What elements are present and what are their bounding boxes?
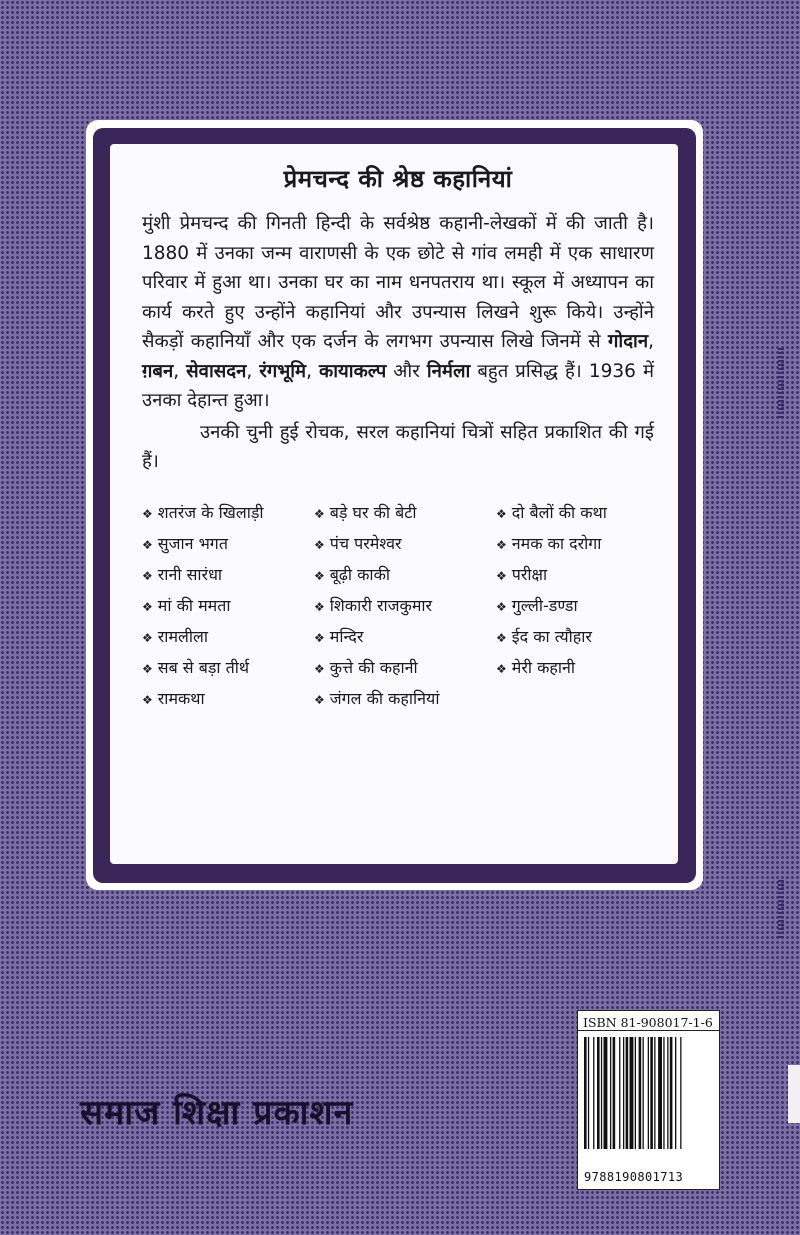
story-list-item (142, 563, 314, 588)
novel-title: रंगभूमि (259, 360, 307, 382)
barcode-bar (630, 1037, 634, 1149)
barcode-bar (619, 1037, 620, 1149)
barcode-bar (593, 1037, 594, 1149)
barcode-bar (584, 1037, 587, 1149)
barcode-bar (639, 1037, 642, 1149)
novel-title: कायाकल्प (319, 360, 387, 382)
description-panel (110, 144, 678, 864)
story-title: पंच परमेश्वर (329, 533, 402, 553)
story-title: मां की ममता (157, 595, 231, 615)
novel-title: गोदान (608, 331, 649, 352)
story-list-item (314, 532, 496, 557)
barcode-bar (648, 1037, 649, 1149)
story-list-item (142, 687, 314, 712)
story-list-item (314, 501, 496, 526)
story-title: शिकारी राजकुमार (329, 595, 433, 615)
bullet-icon: ❖ (496, 661, 507, 676)
barcode-bar (597, 1037, 600, 1149)
story-title: बूढ़ी काकी (329, 564, 391, 584)
story-title: बड़े घर की बेटी (329, 502, 417, 522)
conjunction: और (393, 360, 420, 382)
spine-mark (778, 348, 784, 418)
story-list-item (496, 501, 676, 526)
novel-title: निर्मला (426, 360, 471, 382)
bullet-icon: ❖ (314, 692, 325, 707)
isbn-barcode-box (577, 1010, 720, 1190)
story-list-item (314, 594, 496, 619)
bullet-icon: ❖ (142, 568, 153, 583)
story-list-item (142, 501, 314, 526)
story-title: रामलीला (157, 626, 209, 646)
story-title: मेरी कहानी (511, 657, 576, 677)
story-list (142, 501, 654, 712)
selection-note: उनकी चुनी हुई रोचक, सरल कहानियां चित्रों सहित प्रकाशित की गई हैं। (142, 421, 654, 472)
bullet-icon: ❖ (496, 630, 507, 645)
barcode-bar (643, 1037, 644, 1149)
story-list-item (496, 625, 676, 650)
story-list-item (496, 594, 676, 619)
barcode-bar (610, 1037, 611, 1149)
story-list-item (314, 625, 496, 650)
publisher-name: समाज शिक्षा प्रकाशन (80, 1093, 354, 1133)
book-title: प्रेमचन्द की श्रेष्ठ कहानियां (283, 165, 513, 193)
bullet-icon: ❖ (496, 599, 507, 614)
story-title: परीक्षा (511, 564, 548, 584)
story-list-item (496, 532, 676, 557)
isbn-label: ISBN 81-908017-1-6 (578, 1011, 719, 1031)
barcode-bar (613, 1037, 616, 1149)
intro-text-part2: बहुत प्रसिद्ध हैं। 1936 में उनका देहान्त हुआ। (142, 360, 655, 411)
story-title: सुजान भगत (157, 533, 228, 553)
barcode-bar (588, 1037, 589, 1149)
barcode-bar (658, 1037, 662, 1149)
barcode-bar (626, 1037, 629, 1149)
novel-title: ग़बन (142, 360, 174, 382)
barcode-bar (623, 1037, 624, 1149)
story-title: रानी सारंधा (157, 564, 223, 584)
bullet-icon: ❖ (496, 506, 507, 521)
story-title: दो बैलों की कथा (511, 502, 607, 522)
spine-mark (778, 880, 784, 940)
bullet-icon: ❖ (314, 661, 325, 676)
barcode-bars (584, 1037, 715, 1149)
bullet-icon: ❖ (142, 537, 153, 552)
story-list-item (496, 656, 676, 681)
story-list-item (142, 656, 314, 681)
story-list-item (142, 532, 314, 557)
story-list-item (142, 625, 314, 650)
barcode-bar (654, 1037, 655, 1149)
bullet-icon: ❖ (142, 506, 153, 521)
story-title: रामकथा (157, 688, 205, 708)
barcode-digits: 9788190801713 (584, 1170, 684, 1184)
novel-title: सेवासदन (186, 360, 247, 382)
bullet-icon: ❖ (496, 568, 507, 583)
bullet-icon: ❖ (142, 599, 153, 614)
barcode-bar (635, 1037, 636, 1149)
barcode-bar (604, 1037, 608, 1149)
barcode (584, 1037, 715, 1153)
story-title: कुत्ते की कहानी (329, 657, 418, 677)
story-title: ईद का त्यौहार (511, 626, 592, 646)
story-list-item (314, 687, 496, 712)
bullet-icon: ❖ (314, 599, 325, 614)
edge-tab (788, 1065, 800, 1123)
bullet-icon: ❖ (142, 630, 153, 645)
bullet-icon: ❖ (314, 506, 325, 521)
story-list-item (314, 656, 496, 681)
author-intro: मुंशी प्रेमचन्द की गिनती हिन्दी के सर्वश्रेष्ठ कहानी-लेखकों में की जाती है। 1880 में उनका जन्म वाराणसी के एक छोटे से गांव लमही में एक साधारण परिवार में हुआ था। उनका घर का नाम धनपतराय था। स्कूल में अध्यापन का कार्य करते हुए उन्होंने कहानियां और उपन्यास लिखने शुरू किये। उन्होंने सैकड़ों कहानियाँ और एक दर्जन के लगभग उपन्यास लिखे जिनमें से गोदान, ग़बन, सेवासदन, रंगभूमि, कायाकल्प और निर्मला बहुत प्रसिद्ध हैं। 1936 में उनका देहान्त हुआ। (142, 213, 655, 411)
story-title: सब से बड़ा तीर्थ (157, 657, 250, 677)
bullet-icon: ❖ (314, 537, 325, 552)
bullet-icon: ❖ (314, 568, 325, 583)
story-title: शतरंज के खिलाड़ी (157, 502, 264, 522)
story-title: मन्दिर (329, 626, 364, 646)
barcode-bar (663, 1037, 664, 1149)
story-list-item (496, 563, 676, 588)
barcode-bar (650, 1037, 653, 1149)
story-list-item (142, 594, 314, 619)
barcode-bar (680, 1037, 681, 1149)
barcode-bar (667, 1037, 668, 1149)
bullet-icon: ❖ (314, 630, 325, 645)
barcode-bar (675, 1037, 676, 1149)
intro-text-part1: मुंशी प्रेमचन्द की गिनती हिन्दी के सर्वश्रेष्ठ कहानी-लेखकों में की जाती है। 1880 में उनका जन्म वाराणसी के एक छोटे से गांव लमही में एक साधारण परिवार में हुआ था। उनका घर का नाम धनपतराय था। स्कूल में अध्यापन का कार्य करते हुए उन्होंने कहानियां और उपन्यास लिखने शुरू किये। उन्होंने सैकड़ों कहानियाँ और एक दर्जन के लगभग उपन्यास लिखे जिनमें से (142, 213, 654, 352)
story-title: नमक का दरोगा (511, 533, 602, 553)
barcode-bar (601, 1037, 602, 1149)
bullet-icon: ❖ (142, 692, 153, 707)
story-title: गुल्ली-डण्डा (511, 595, 578, 615)
story-list-item (314, 563, 496, 588)
barcode-bar (670, 1037, 673, 1149)
bullet-icon: ❖ (496, 537, 507, 552)
story-title: जंगल की कहानियां (329, 688, 440, 708)
bullet-icon: ❖ (142, 661, 153, 676)
